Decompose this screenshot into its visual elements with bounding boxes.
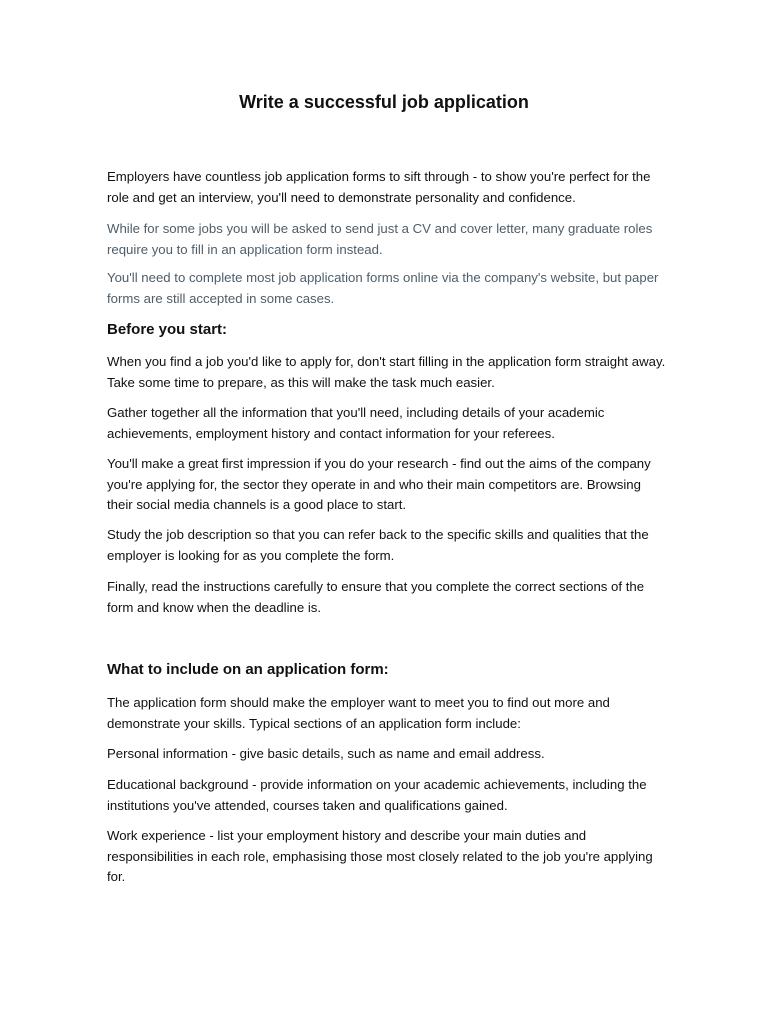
include-paragraph-3: Educational background - provide information on your academic achievements, including the institutions you've attended, courses taken and qualifications gained. bbox=[107, 777, 647, 813]
before-paragraph-2: Gather together all the information that you'll need, including details of your academic achievements, employment history and contact information for your referees. bbox=[107, 405, 605, 441]
section-heading-before-you-start: Before you start: bbox=[107, 321, 228, 338]
intro-paragraph-3: You'll need to complete most job application forms online via the company's website, but paper forms are still accepted in some cases. bbox=[107, 270, 659, 306]
include-paragraph-1: The application form should make the employer want to meet you to find out more and demonstrate your skills. Typical sections of an application form include: bbox=[107, 695, 610, 731]
section-heading-what-to-include: What to include on an application form: bbox=[107, 661, 389, 678]
intro-paragraph-1: Employers have countless job application forms to sift through - to show you're perfect for the role and get an interview, you'll need to demonstrate personality and confidence. bbox=[107, 169, 651, 205]
before-paragraph-5: Finally, read the instructions carefully to ensure that you complete the correct sections of the form and know when the deadline is. bbox=[107, 579, 645, 615]
include-paragraph-2: Personal information - give basic details, such as name and email address. bbox=[107, 746, 545, 761]
before-paragraph-3: You'll make a great first impression if you do your research - find out the aims of the company you're applying for, the sector they operate in and who their main competitors are. Browsing their social media channels is a good place to start. bbox=[107, 456, 651, 512]
intro-paragraph-2: While for some jobs you will be asked to send just a CV and cover letter, many graduate roles require you to fill in an application form instead. bbox=[107, 221, 653, 257]
include-paragraph-4: Work experience - list your employment history and describe your main duties and responsibilities in each role, emphasising those most closely related to the job you're applying for. bbox=[107, 828, 653, 884]
before-paragraph-4: Study the job description so that you can refer back to the specific skills and qualities that the employer is looking for as you complete the form. bbox=[107, 527, 649, 563]
before-paragraph-1: When you find a job you'd like to apply for, don't start filling in the application form straight away. Take some time to prepare, as this will make the task much easier. bbox=[107, 354, 666, 390]
document-title: Write a successful job application bbox=[239, 92, 529, 112]
